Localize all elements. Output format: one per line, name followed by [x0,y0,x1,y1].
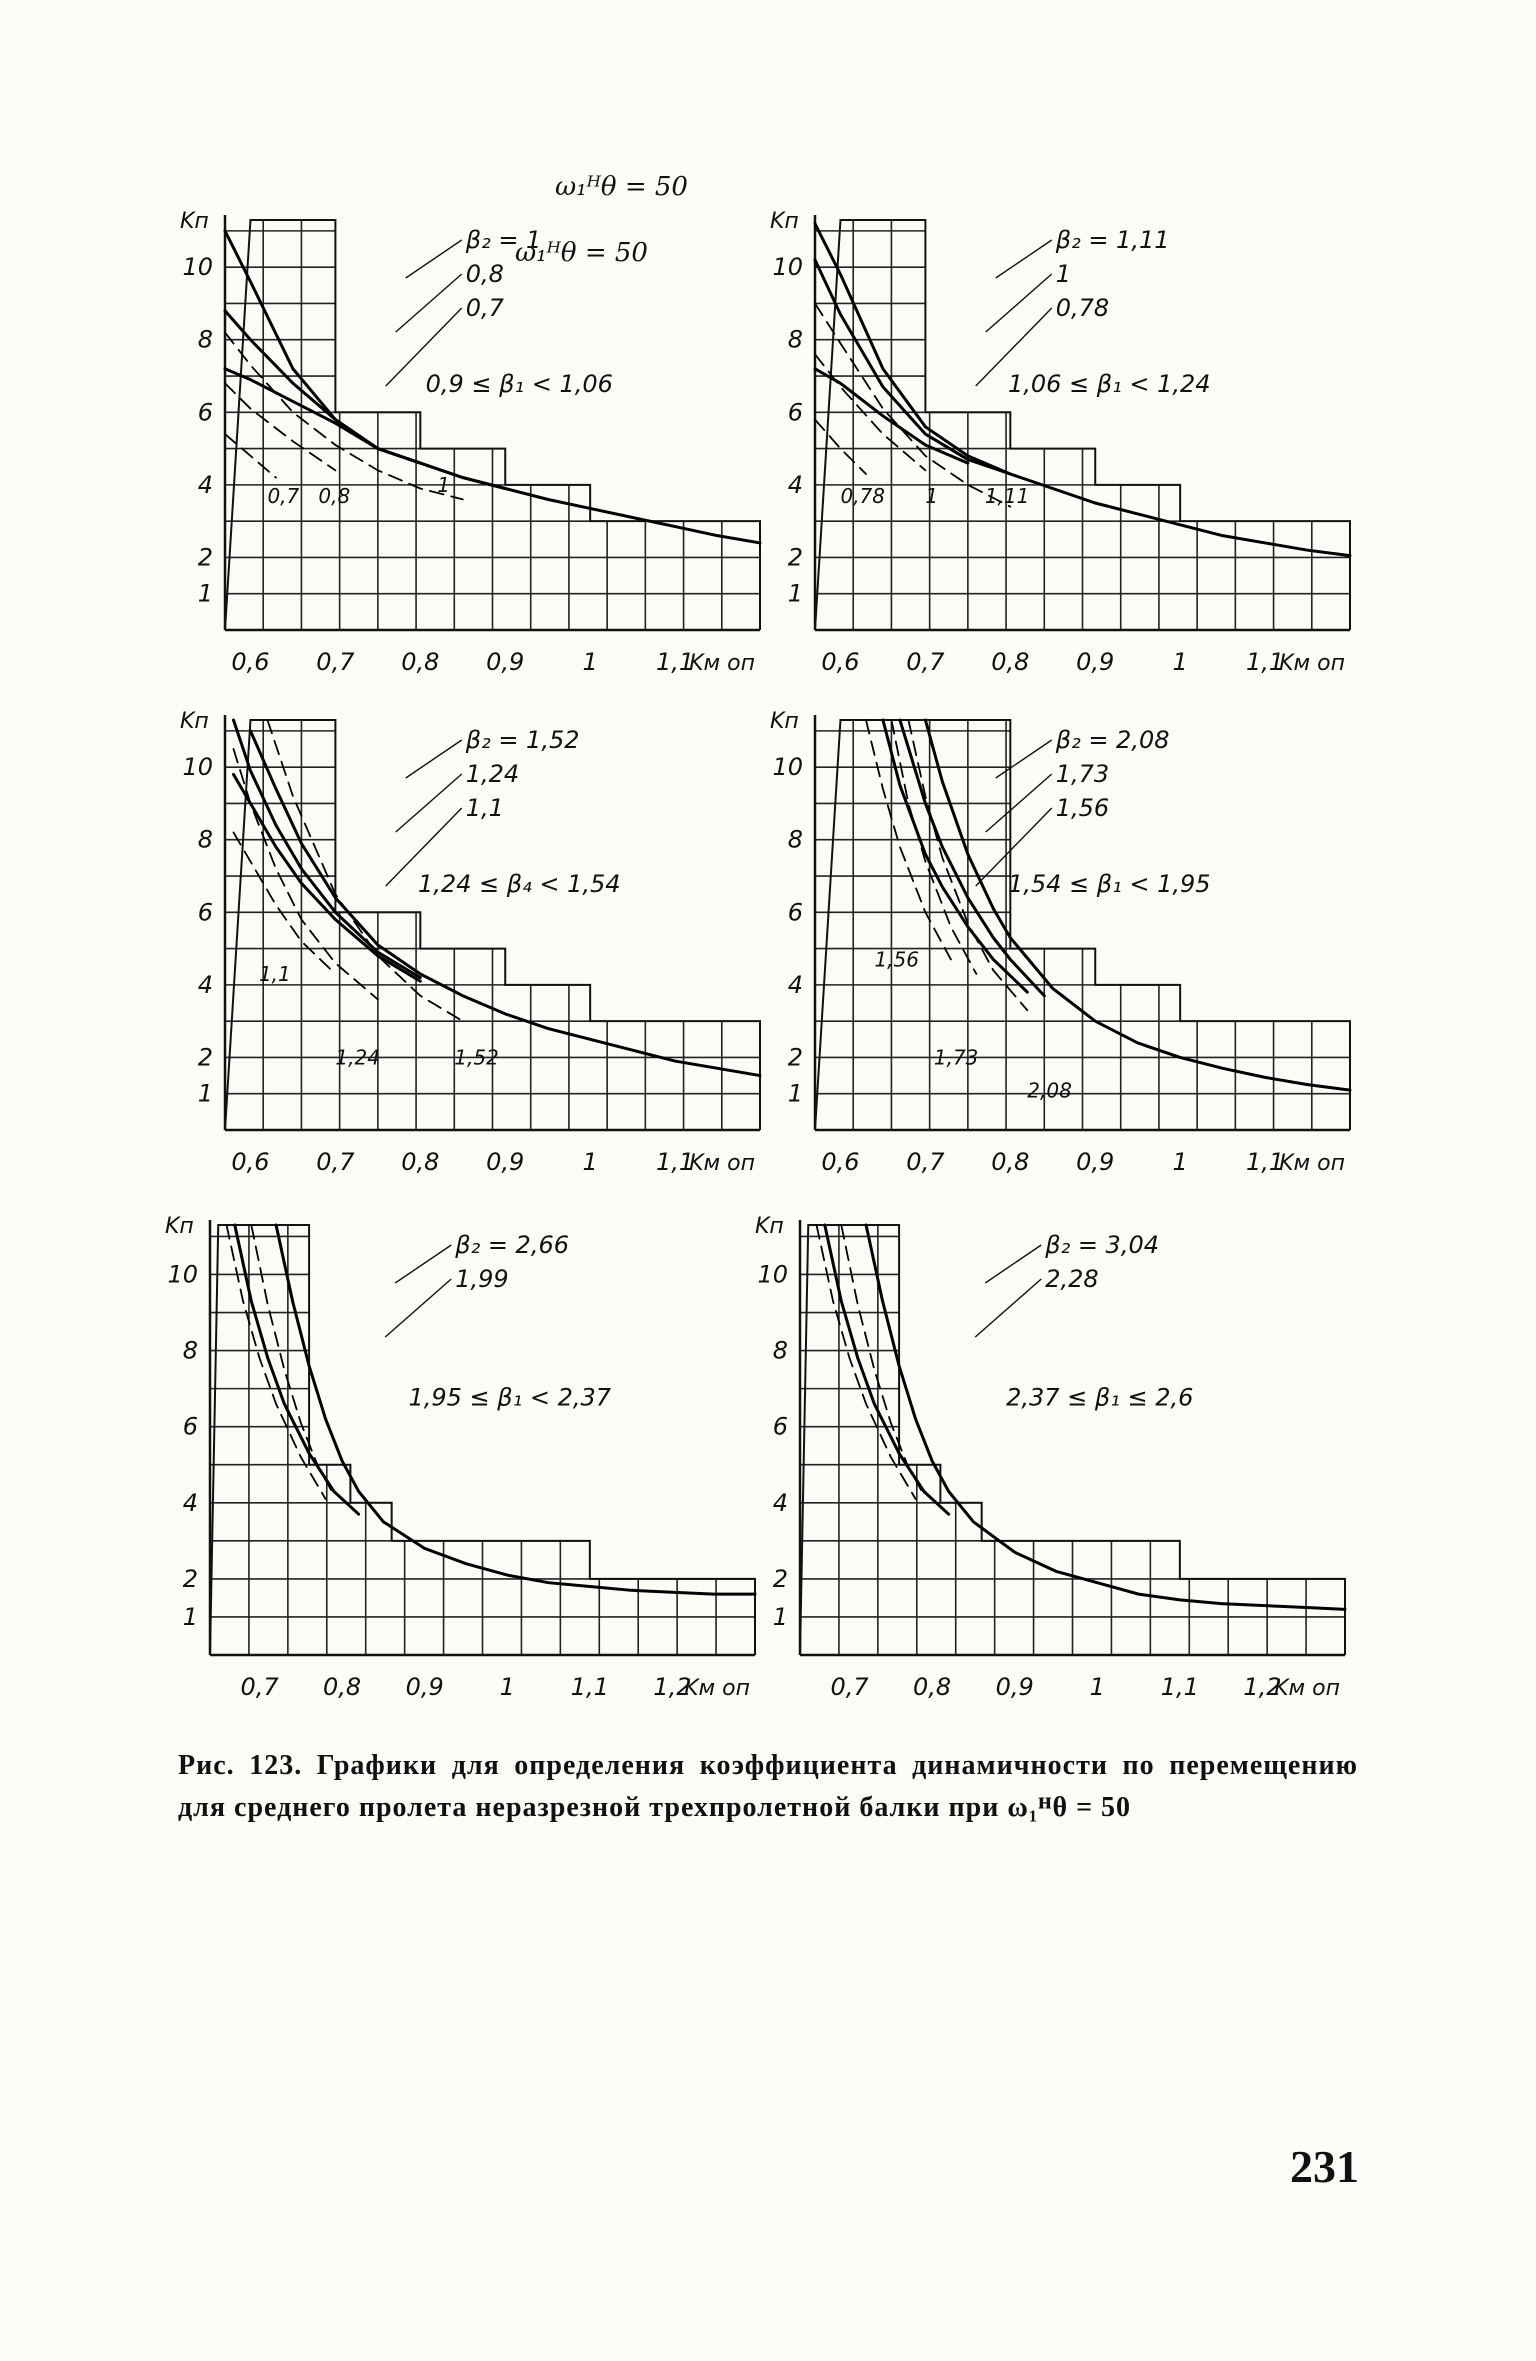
legend-leader [395,1245,451,1283]
page-number: 231 [1290,2141,1359,2192]
chart-panel-4 [760,700,1360,1200]
x-axis-label: Kм оп [684,1676,750,1701]
x-axis-label: Kм оп [1274,1676,1340,1701]
legend-label: β₂ = 2,66 [455,1231,569,1259]
x-tick-label: 0,7 [316,1148,355,1176]
series-line [815,260,1010,474]
x-tick-label: 1 [582,1148,598,1176]
caption-text: Графики для определения коэффициента динамичности по перемещению для среднего пролета неразрезной трехпролетной балки при ω₁ᴴθ = 50 [178,1750,1358,1823]
curve-label: 0,8 [318,484,351,509]
legend-label: β₂ = 1,52 [465,726,580,754]
y-tick-label: 10 [167,1260,198,1289]
x-tick-label: 1 [499,1673,515,1701]
y-axis-label: Kп [180,209,209,234]
series-line [825,1225,949,1514]
range-label: 0,9 ≤ β₁ < 1,06 [425,370,613,399]
x-tick-label: 0,8 [913,1673,952,1701]
legend-label: β₂ = 3,04 [1045,1231,1159,1259]
x-tick-label: 0,9 [486,1148,525,1176]
legend-label: 0,78 [1055,294,1110,322]
x-tick-label: 1,1 [570,1673,609,1701]
curve-label: 1 [437,473,451,498]
legend-label: β₂ = 2,08 [1055,726,1170,754]
y-tick-label: 4 [197,470,213,499]
chart-panel-2 [760,200,1360,700]
x-tick-label: 0,6 [231,1148,270,1176]
y-tick-label: 1 [772,1602,788,1631]
series-line [891,720,976,974]
x-tick-label: 0,7 [830,1673,869,1701]
legend-label: 2,28 [1045,1265,1099,1293]
x-tick-label: 0,9 [405,1673,444,1701]
series-line [925,720,1350,1090]
curve-label: 1,11 [984,484,1030,509]
y-axis-label: Kп [755,1214,784,1239]
legend-label: 1,99 [455,1265,509,1293]
x-tick-label: 0,8 [401,1148,440,1176]
curve-label: 2,08 [1027,1078,1072,1103]
y-tick-label: 10 [182,253,213,282]
x-tick-label: 0,7 [316,648,355,676]
y-tick-label: 4 [182,1488,198,1517]
legend-label: 1,24 [465,760,520,788]
y-tick-label: 10 [772,253,803,282]
x-tick-label: 0,9 [486,648,525,676]
x-tick-label: 1,1 [1245,648,1285,676]
y-tick-label: 1 [197,1079,213,1108]
y-tick-label: 10 [757,1260,788,1289]
y-tick-label: 2 [787,1043,803,1072]
y-tick-label: 6 [197,398,213,427]
y-tick-label: 8 [787,825,803,854]
y-tick-label: 1 [787,579,803,608]
x-tick-label: 0,7 [906,1148,945,1176]
series-line [251,1225,334,1495]
legend-label: β₂ = 1 [465,226,542,254]
figure-caption [178,1745,1358,1829]
legend-leader [996,740,1052,778]
series-line [225,311,505,489]
legend-leader [396,774,462,832]
legend-leader [996,240,1052,278]
x-tick-label: 0,9 [1076,648,1115,676]
x-axis-label: Kм оп [689,1151,755,1176]
x-tick-label: 1 [582,648,598,676]
x-axis-label: Kм оп [689,651,755,676]
y-tick-label: 6 [197,898,213,927]
legend-label: 0,7 [465,294,504,322]
legend-leader [986,274,1052,332]
caption-number: Рис. 123. [178,1750,303,1781]
x-tick-label: 1 [1172,648,1188,676]
x-tick-label: 1,1 [1245,1148,1285,1176]
y-tick-label: 4 [787,970,803,999]
y-tick-label: 4 [772,1488,788,1517]
y-axis-label: Kп [770,709,799,734]
y-axis-label: Kп [165,1214,194,1239]
x-tick-label: 0,8 [991,1148,1030,1176]
x-axis-label: Kм оп [1279,651,1345,676]
legend-label: 1,1 [465,794,504,822]
x-tick-label: 0,6 [821,1148,860,1176]
curve-label: 1,52 [454,1045,499,1070]
y-tick-label: 8 [787,325,803,354]
y-tick-label: 2 [182,1564,198,1593]
chart-panel-1 [170,200,770,700]
x-tick-label: 0,9 [1076,1148,1115,1176]
series-line [866,1225,1345,1609]
x-tick-label: 0,7 [240,1673,279,1701]
chart-panel-3 [170,700,770,1200]
x-tick-label: 1,1 [1160,1673,1199,1701]
legend-leader [985,1245,1041,1283]
curve-label: 1 [925,484,939,509]
y-tick-label: 8 [772,1336,788,1365]
x-tick-label: 1,1 [655,1148,695,1176]
legend-label: 1,56 [1055,794,1110,822]
x-tick-label: 1 [1089,1673,1105,1701]
legend-label: 0,8 [465,260,504,288]
curve-label: 0,7 [267,484,300,509]
x-tick-label: 1,1 [655,648,695,676]
legend-leader [406,240,462,278]
series-line [235,1225,359,1514]
y-tick-label: 10 [182,753,213,782]
legend-leader [975,1279,1041,1337]
y-tick-label: 10 [772,753,803,782]
x-tick-label: 0,8 [323,1673,362,1701]
y-tick-label: 6 [772,1412,788,1441]
x-tick-label: 1,2 [653,1673,692,1701]
chart-panel-5 [155,1205,765,1725]
range-label: 1,24 ≤ β₄ < 1,54 [417,870,621,899]
series-line [815,420,866,474]
y-tick-label: 1 [182,1602,198,1631]
y-axis-label: Kп [770,209,799,234]
y-tick-label: 4 [787,470,803,499]
legend-leader [406,740,462,778]
x-tick-label: 0,8 [401,648,440,676]
y-tick-label: 2 [787,543,803,572]
y-tick-label: 6 [182,1412,198,1441]
header-label-second: ω₁ᴴθ = 50 [515,238,648,268]
series-line [841,1225,924,1495]
x-axis-label: Kм оп [1279,1151,1345,1176]
y-tick-label: 8 [182,1336,198,1365]
series-line [233,774,420,981]
chart-panel-6 [745,1205,1355,1725]
range-label: 1,54 ≤ β₁ < 1,95 [1007,870,1211,899]
legend-label: 1 [1055,260,1072,288]
curve-label: 1,24 [335,1045,380,1070]
x-tick-label: 0,8 [991,648,1030,676]
x-tick-label: 0,6 [821,648,860,676]
legend-leader [396,274,462,332]
y-tick-label: 2 [197,1043,213,1072]
y-tick-label: 1 [787,1079,803,1108]
range-label: 1,95 ≤ β₁ < 2,37 [408,1383,612,1412]
legend-label: 1,73 [1055,760,1110,788]
legend-leader [385,1279,451,1337]
y-tick-label: 6 [787,898,803,927]
curve-label: 1,73 [933,1045,979,1070]
x-tick-label: 0,6 [231,648,270,676]
header-label-top: ω₁ᴴθ = 50 [555,172,688,202]
range-label: 1,06 ≤ β₁ < 1,24 [1007,370,1211,399]
range-label: 2,37 ≤ β₁ ≤ 2,6 [1006,1383,1194,1412]
x-tick-label: 0,9 [995,1673,1034,1701]
curve-label: 0,78 [840,484,886,509]
y-tick-label: 8 [197,325,213,354]
x-tick-label: 1,2 [1243,1673,1282,1701]
series-line [225,434,276,478]
y-tick-label: 4 [197,970,213,999]
y-axis-label: Kп [180,709,209,734]
y-tick-label: 2 [772,1564,788,1593]
curve-label: 1,56 [874,947,919,972]
y-tick-label: 6 [787,398,803,427]
y-tick-label: 1 [197,579,213,608]
curve-label: 1,1 [258,962,291,987]
x-tick-label: 0,7 [906,648,945,676]
x-tick-label: 1 [1172,1148,1188,1176]
y-tick-label: 8 [197,825,213,854]
legend-label: β₂ = 1,11 [1055,226,1170,254]
y-tick-label: 2 [197,543,213,572]
